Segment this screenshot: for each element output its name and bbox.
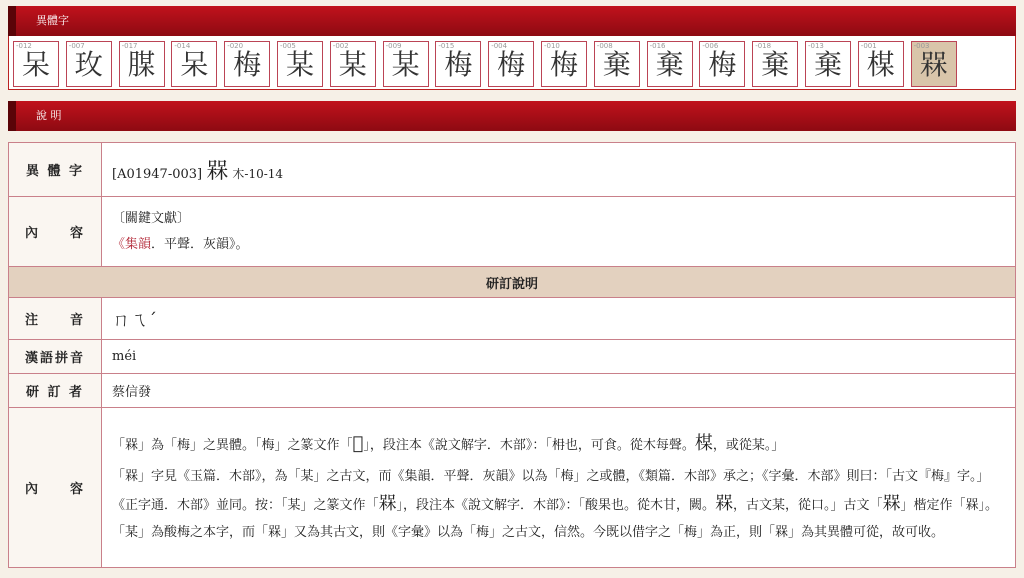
variant-char: 呆	[180, 48, 209, 81]
variant-code-label: -013	[808, 42, 824, 50]
seal-glyph-mou: 楳	[694, 432, 713, 454]
review-heading: 研訂說明	[9, 267, 1016, 298]
seal-glyph-mou-2: 槑	[715, 492, 734, 514]
variant-code: [A01947-003]	[112, 167, 203, 182]
zhuyin-value: ㄇㄟˊ	[102, 298, 1016, 340]
variant-item[interactable]	[488, 41, 534, 87]
variant-char: 棄	[602, 48, 631, 81]
variant-char: 腜	[127, 48, 156, 81]
variant-code-label: -006	[702, 42, 719, 50]
variants-header	[8, 6, 1016, 36]
doc-rest: ．平聲．灰韻》。	[151, 236, 249, 252]
variant-item[interactable]	[383, 41, 429, 87]
variant-char: 玫	[74, 48, 103, 81]
explanation-header-title: 說 明	[36, 109, 62, 122]
variant-char: 槑	[919, 48, 948, 81]
variant-char: 某	[338, 48, 367, 81]
variant-char: 某	[285, 48, 314, 81]
variant-code-label: -015	[438, 42, 455, 50]
para2-text-c: ，古文某，從口。」古文「	[733, 497, 883, 513]
variant-item[interactable]	[594, 41, 640, 87]
pinyin-value: méi	[102, 340, 1016, 374]
variant-code-label: -002	[332, 42, 349, 50]
content2-row	[9, 408, 1016, 568]
variant-code-label: -008	[596, 42, 613, 50]
review-heading-row	[9, 267, 1016, 298]
variant-radical: 木-10-14	[232, 167, 284, 181]
variant-item[interactable]	[541, 41, 587, 87]
zhuyin-label: 注 音	[9, 298, 102, 340]
variant-char: 梅	[497, 48, 526, 81]
variant-item[interactable]	[647, 41, 693, 87]
variant-char: 楳	[866, 48, 895, 81]
variant-item[interactable]	[911, 41, 957, 87]
variant-char: 梅	[708, 48, 737, 81]
variant-code-label: -007	[68, 42, 85, 50]
variant-char: 棄	[761, 48, 790, 81]
reviewer-value: 蔡信發	[102, 374, 1016, 408]
variant-char: 某	[391, 48, 420, 81]
explanation-header	[8, 101, 1016, 131]
content2-label: 內 容	[9, 408, 102, 568]
variant-char: 呆	[21, 48, 50, 81]
para2-text-d: 」楷定作「槑」。「某」為酸梅之本字，而「槑」又為其古文，則《字彙》以為「梅」之古文，信然。今既以借字之「梅」為正，則「槑」為其異體可從，故可收。	[112, 497, 999, 540]
para2-text-b: 」，段注本《說文解字．木部》：「酸果也。從木甘，闕。	[396, 497, 716, 513]
variant-item[interactable]	[13, 41, 59, 87]
variant-code-label: -001	[860, 42, 877, 50]
variant-item[interactable]	[171, 41, 217, 87]
reviewer-label: 研 訂 者	[9, 374, 102, 408]
key-docs-label: 〔關鍵文獻〕	[112, 210, 191, 226]
variants-header-title: 異體字	[36, 14, 69, 27]
paragraph-2	[112, 463, 1005, 546]
variant-char: 棄	[655, 48, 684, 81]
doc-open: 《	[112, 236, 126, 252]
variant-code-label: -012	[16, 42, 32, 50]
variant-list	[8, 36, 1016, 90]
variant-code-label: -009	[385, 42, 402, 50]
doc-link[interactable]: 集韻	[125, 236, 152, 252]
variant-char: 槑	[206, 159, 229, 184]
variant-code-label: -004	[491, 42, 508, 50]
para1-text-a: 「槑」為「梅」之異體。「梅」之篆文作「	[112, 437, 353, 453]
variant-item[interactable]	[224, 41, 270, 87]
variant-code-label: -005	[280, 42, 296, 50]
variant-char: 棄	[813, 48, 842, 81]
paragraph-1	[112, 430, 1005, 459]
variant-value	[102, 143, 1016, 197]
variant-code-label: -010	[544, 42, 560, 50]
variant-item[interactable]	[805, 41, 851, 87]
para1-text-b: 」，段注本《說文解字．木部》：「枏也，可食。從木每聲。	[363, 437, 695, 453]
variant-code-label: -016	[649, 42, 666, 50]
key-doc-entry	[112, 232, 1005, 258]
variant-item[interactable]	[119, 41, 165, 87]
content-label: 內 容	[9, 197, 102, 267]
content-value	[102, 197, 1016, 267]
variant-item[interactable]	[66, 41, 112, 87]
variant-char: 梅	[233, 48, 262, 81]
variant-code-label: -003	[913, 42, 930, 50]
variant-code-label: -018	[755, 42, 772, 50]
seal-glyph-mou-1: 槑	[378, 492, 397, 514]
para1-text-c: ，或從某。」	[712, 437, 785, 453]
variant-item[interactable]	[858, 41, 904, 87]
variant-item[interactable]	[330, 41, 376, 87]
content2-value	[102, 408, 1016, 568]
zhuyin-row	[9, 298, 1016, 340]
variant-code-label: -020	[227, 42, 244, 50]
pinyin-label: 漢語拼音	[9, 340, 102, 374]
variant-char: 梅	[444, 48, 473, 81]
seal-glyph-mei: 𣓿	[352, 432, 364, 454]
seal-glyph-mou-3: 槑	[882, 492, 901, 514]
pinyin-row	[9, 340, 1016, 374]
content-row	[9, 197, 1016, 267]
variant-code-label: -014	[174, 42, 191, 50]
variant-char: 梅	[549, 48, 578, 81]
variant-label: 異 體 字	[9, 143, 102, 197]
variant-item[interactable]	[752, 41, 798, 87]
variant-item[interactable]	[435, 41, 481, 87]
info-table	[8, 142, 1016, 568]
variant-item[interactable]	[277, 41, 323, 87]
variant-code-label: -017	[121, 42, 138, 50]
reviewer-row	[9, 374, 1016, 408]
variant-row	[9, 143, 1016, 197]
variant-item[interactable]	[699, 41, 745, 87]
para2-text-a: 「槑」字見《玉篇．木部》，為「某」之古文，而《集韻．平聲．灰韻》以為「梅」之或體，《類篇．木部》承之；《字彙．木部》則曰：「古文『梅』字。」《正字通．木部》並同。按：「某」之篆文作「	[112, 468, 990, 513]
